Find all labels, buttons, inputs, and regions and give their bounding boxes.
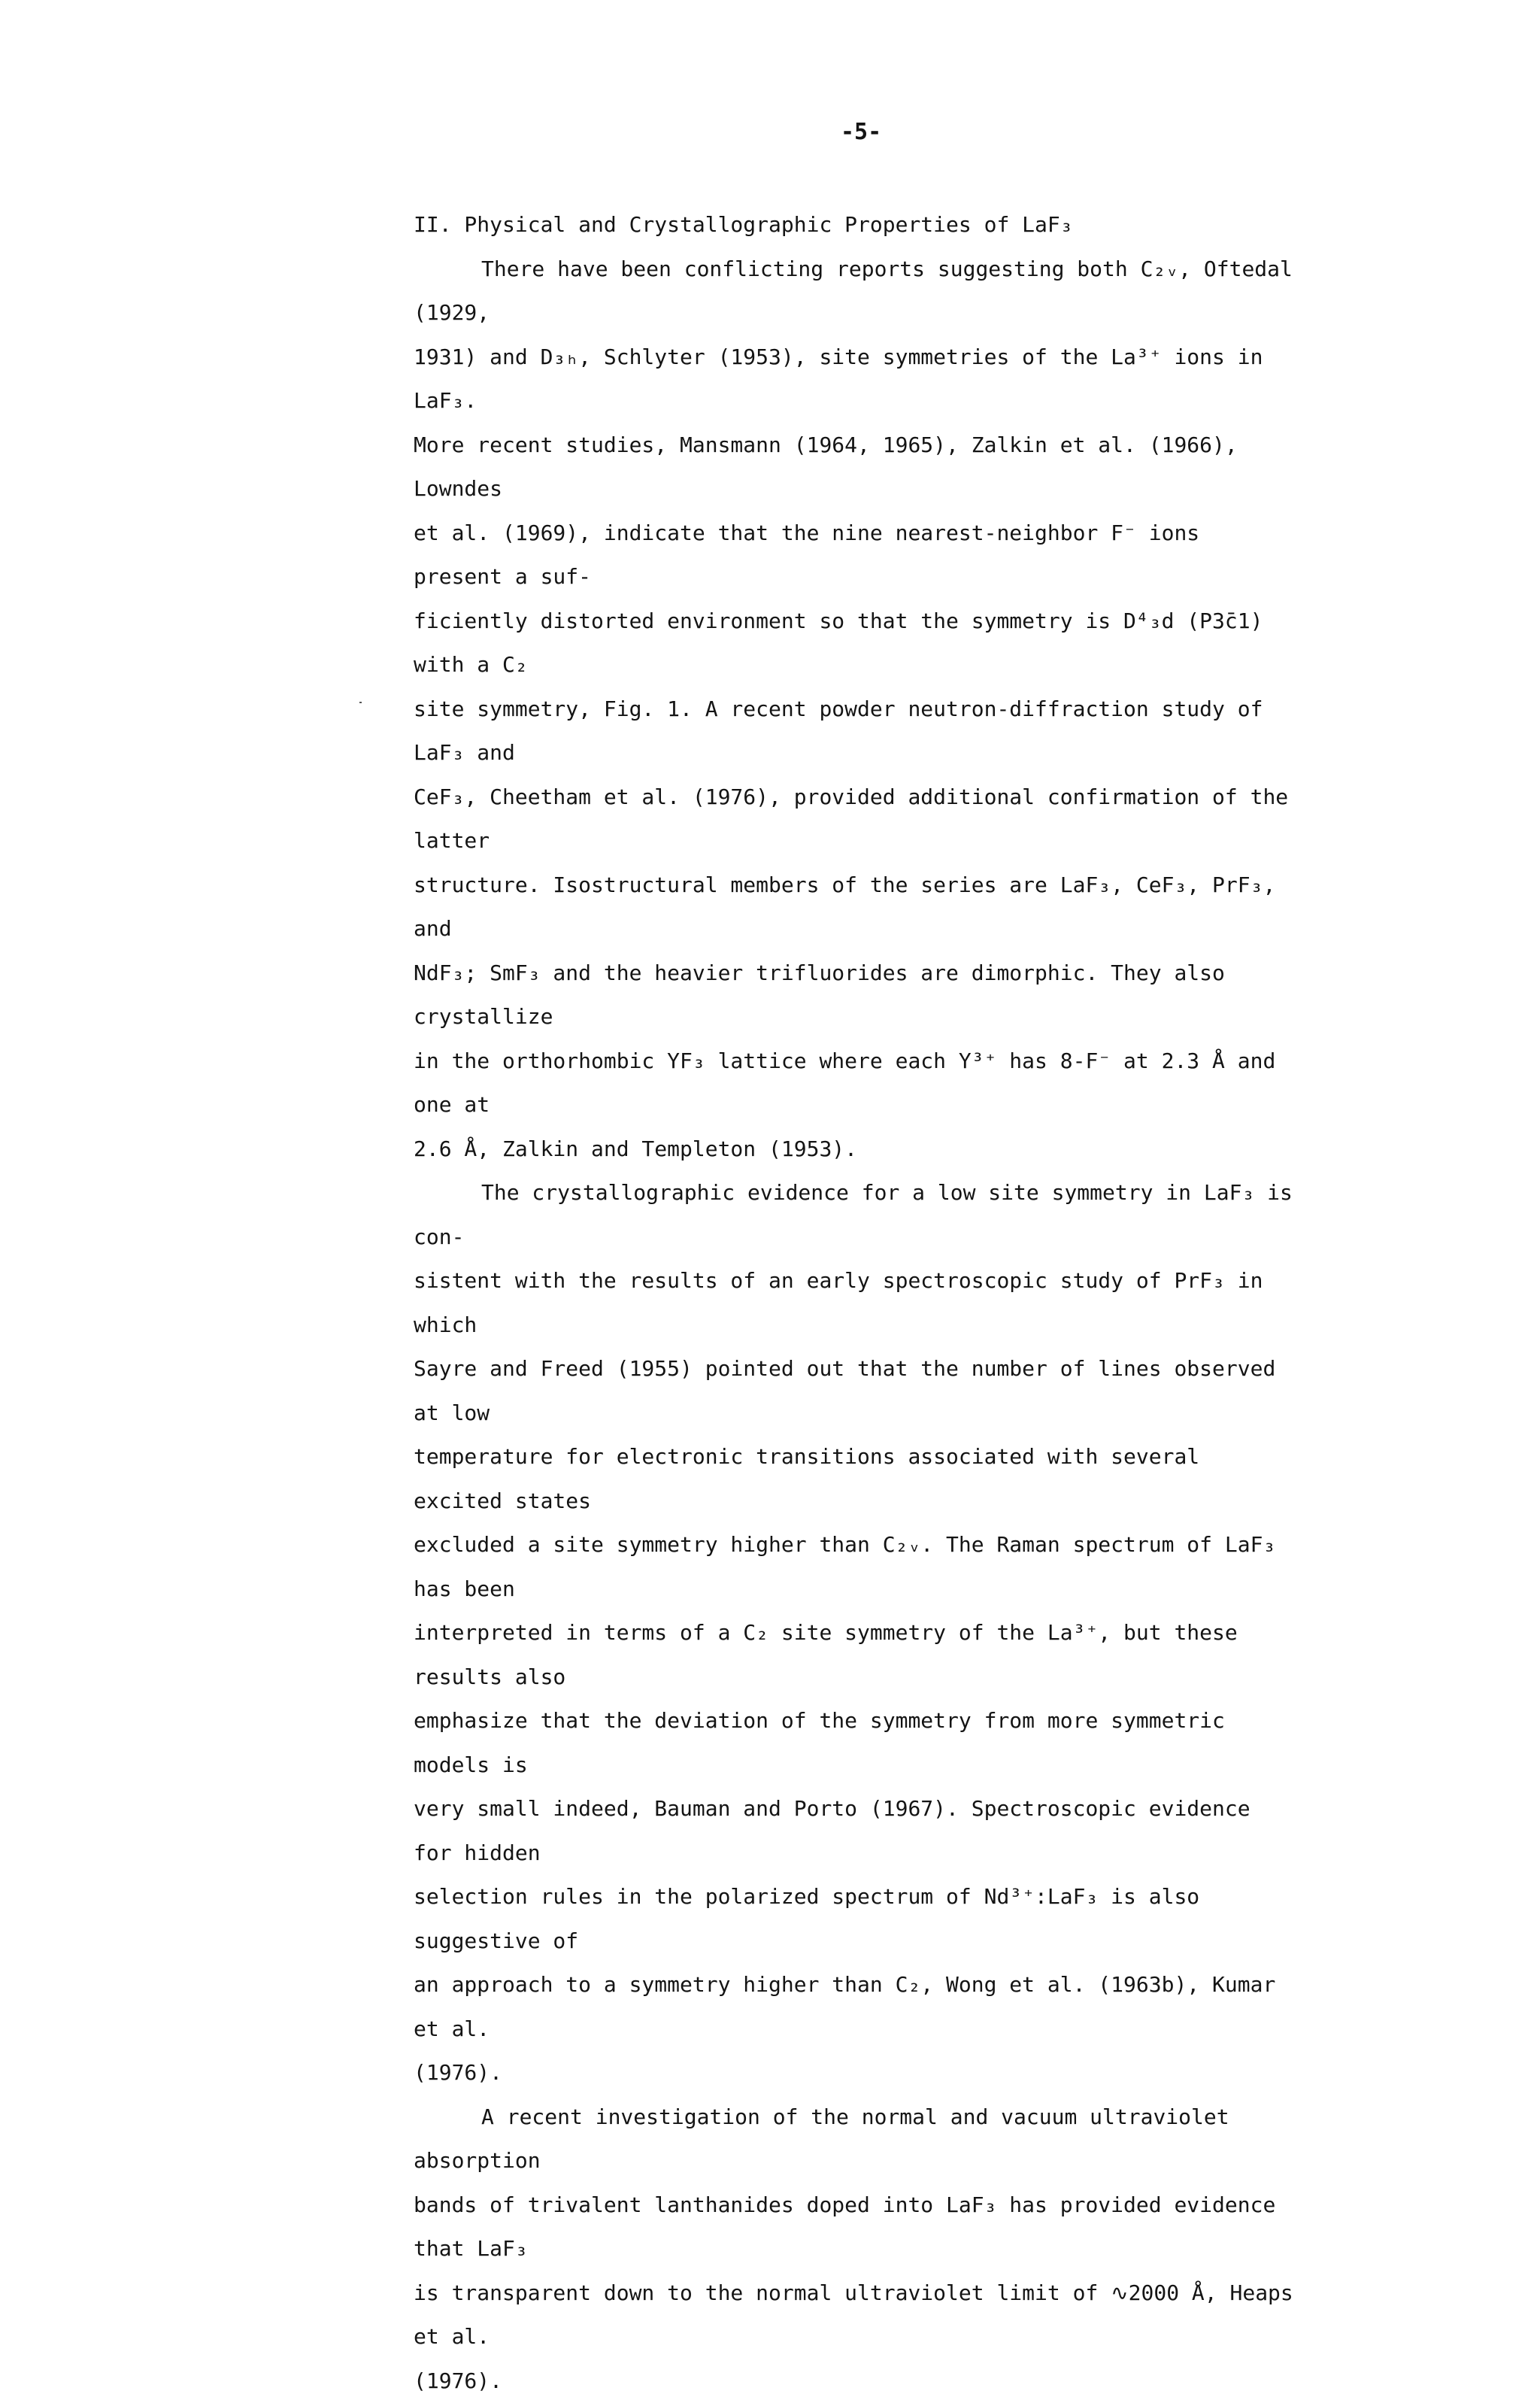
paragraph-1: There have been conflicting reports suggesting both C₂ᵥ, Oftedal (1929, 1931) and D₃ₕ, Schlyter (1953), site symmetries of the La³⁺ ions in LaF₃. More recent studies, Mansmann (1964, 1965), Zalkin et al. (1966), Lowndes et al. (1969), indicate that the nine nearest-neighbor F⁻ ions present a suf- ficiently distorted environment so that the symmetry is D⁴₃d (P3̄c1) with a C₂ site symmetry, Fig. 1. A recent powder neutron-diffraction study of LaF₃ and CeF₃, Cheetham et al. (1976), provided additional confirmation of the latter structure. Isostructural members of the series are LaF₃, CeF₃, PrF₃, and NdF₃; SmF₃ and the heavier trifluorides are dimorphic. They also crystallize in the orthorhombic YF₃ lattice where each Y³⁺ has 8-F⁻ at 2.3 Å and one at 2.6 Å, Zalkin and Templeton (1953). bbox=[414, 247, 1301, 1172]
paragraph-3: A recent investigation of the normal and vacuum ultraviolet absorption bands of trivalent lanthanides doped into LaF₃ has provided evidence that LaF₃ is transparent down to the normal ultraviolet limit of ∿2000 Å, Heaps et al. (1976). bbox=[414, 2095, 1301, 2403]
margin-mark bbox=[359, 702, 362, 703]
section-body bbox=[414, 203, 1301, 2403]
paragraph-2: The crystallographic evidence for a low site symmetry in LaF₃ is con- sistent with the results of an early spectroscopic study of PrF₃ in which Sayre and Freed (1955) pointed out that the number of lines observed at low temperature for electronic transitions associated with several excited states excluded a site symmetry higher than C₂ᵥ. The Raman spectrum of LaF₃ has been interpreted in terms of a C₂ site symmetry of the La³⁺, but these results also emphasize that the deviation of the symmetry from more symmetric models is very small indeed, Bauman and Porto (1967). Spectroscopic evidence for hidden selection rules in the polarized spectrum of Nd³⁺:LaF₃ is also suggestive of an approach to a symmetry higher than C₂, Wong et al. (1963b), Kumar et al. (1976). bbox=[414, 1171, 1301, 2095]
page-number: -5- bbox=[841, 119, 881, 145]
section-heading: II. Physical and Crystallographic Properties of LaF₃ bbox=[414, 203, 1301, 247]
